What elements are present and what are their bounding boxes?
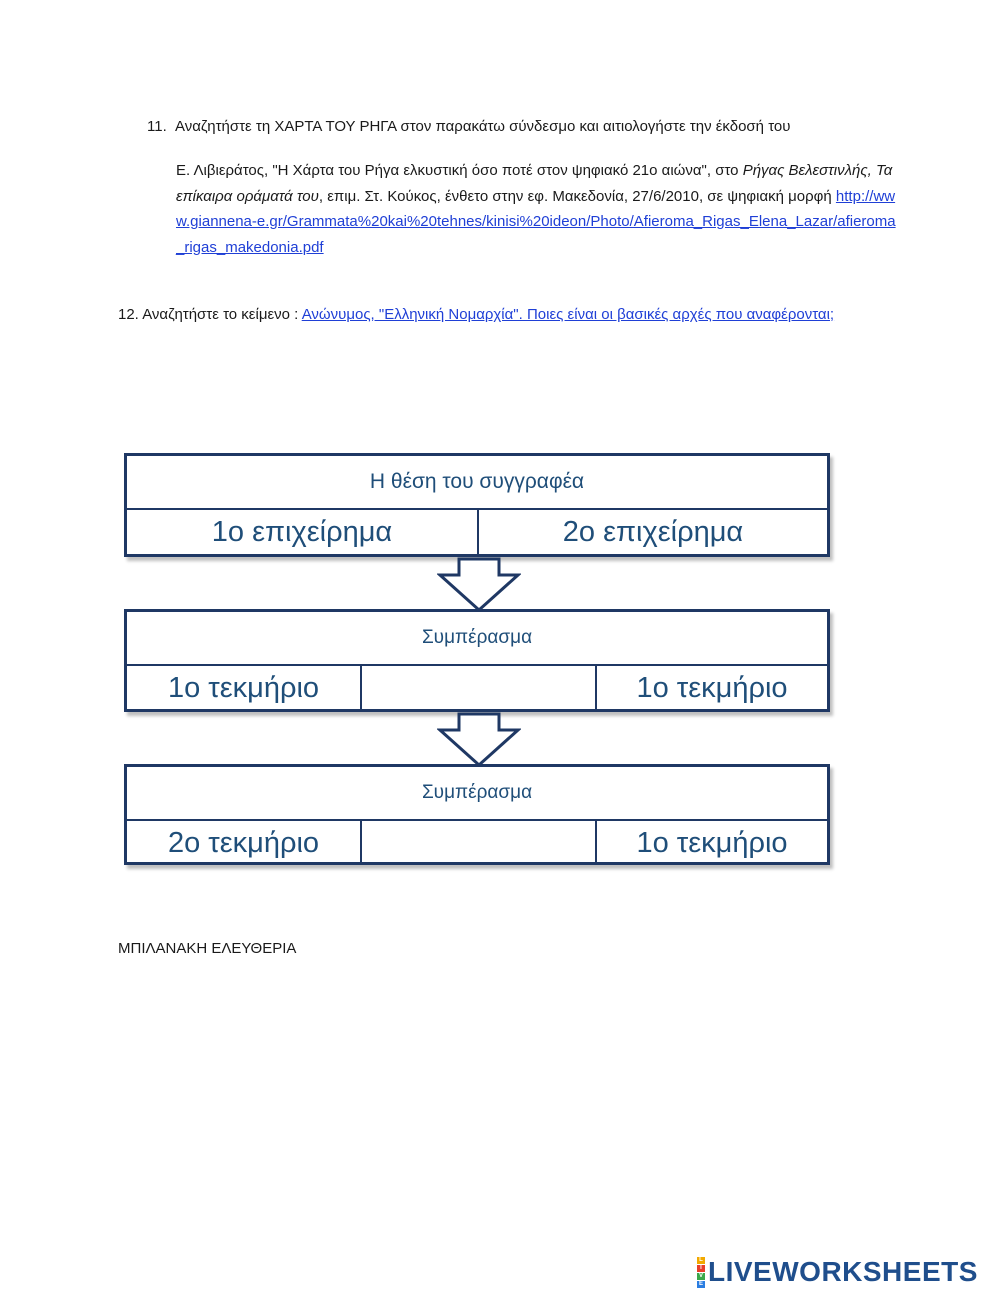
- down-arrow-icon: [437, 712, 521, 768]
- question-11: [147, 118, 790, 135]
- reference-link[interactable]: http://www.giannena-e.gr/Grammata%20kai%20tehnes/kinisi%20ideon/Photo/Afieroma_Rigas_Elena_Lazar/afieroma_rigas_makedonia.pdf: [176, 187, 896, 256]
- question-12-link[interactable]: Ανώνυμος, "Ελληνική Νομαρχία". Ποιες είναι οι βασικές αρχές που αναφέρονται;: [301, 306, 835, 323]
- author-name: ΜΠΙΛΑΝΑΚΗ ΕΛΕΥΘΕΡΙΑ: [118, 940, 297, 957]
- logo-wordmark: LIVEWORKSHEETS: [708, 1256, 978, 1287]
- question-12: [118, 302, 838, 328]
- conclusion-box-1: [124, 609, 830, 712]
- author-position-box: [124, 453, 830, 557]
- argument-1-cell: 1ο επιχείρημα: [211, 515, 393, 548]
- logo-block: I: [697, 1265, 705, 1272]
- arguments-row: [127, 510, 827, 554]
- evidence-row-1: [127, 666, 827, 710]
- reference-part2: , επιμ. Στ. Κούκος, ένθετο στην εφ. Μακεδονία, 27/6/2010, σε ψηφιακή μορφή: [318, 187, 836, 205]
- logo-block: E: [698, 1280, 703, 1287]
- reference-citation: [176, 158, 896, 260]
- logo-icon: [697, 1257, 705, 1288]
- down-arrow-icon: [437, 557, 521, 613]
- evidence-cell-right: 1ο τεκμήριο: [636, 826, 788, 859]
- conclusion-1-header: Συμπέρασμα: [127, 612, 827, 666]
- author-position-header: Η θέση του συγγραφέα: [127, 456, 827, 510]
- question-11-number: 11.: [147, 118, 167, 135]
- logo-block: L: [697, 1257, 705, 1264]
- evidence-cell-middle: [362, 666, 597, 710]
- reference-part1: Ε. Λιβιεράτος, "Η Χάρτα του Ρήγα ελκυστική όσο ποτέ στον ψηφιακό 21ο αιώνα", στο: [176, 162, 743, 179]
- question-12-text: 12. Αναζητήστε το κείμενο :: [118, 306, 302, 323]
- evidence-cell-middle: [362, 821, 597, 865]
- reference-italic-title: Ρήγας Βελεστινλής, Τα επίκαιρα οράματά του: [176, 162, 893, 205]
- liveworksheets-logo: [697, 1256, 978, 1288]
- argument-2-cell: 2ο επιχείρημα: [477, 510, 827, 554]
- evidence-row-2: [127, 821, 827, 865]
- conclusion-2-header: Συμπέρασμα: [127, 767, 827, 821]
- evidence-cell-right: 1ο τεκμήριο: [636, 671, 788, 704]
- conclusion-box-2: [124, 764, 830, 865]
- question-11-text: Αναζητήστε τη ΧΑΡΤΑ ΤΟΥ ΡΗΓΑ στον παρακάτω σύνδεσμο και αιτιολογήστε την έκδοσή του: [175, 118, 791, 135]
- evidence-cell-left: 1ο τεκμήριο: [127, 666, 362, 710]
- evidence-cell-left: 2ο τεκμήριο: [127, 821, 362, 865]
- logo-block: V: [698, 1272, 703, 1279]
